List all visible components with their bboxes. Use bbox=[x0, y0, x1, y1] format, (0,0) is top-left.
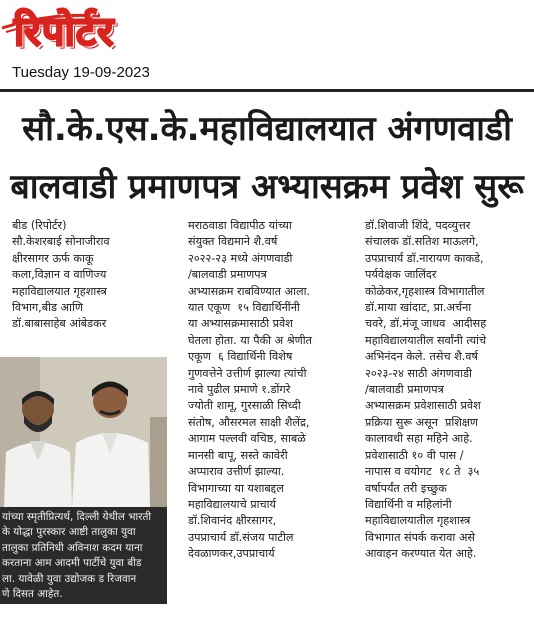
publication-date: Tuesday 19-09-2023 bbox=[12, 64, 150, 81]
text-line: बीड (रिपोर्टर) bbox=[12, 219, 67, 232]
text-line: णे दिसत आहेत. bbox=[2, 588, 63, 601]
text-line: ला. यावेळी युवा उद्योजक ड रिजवान bbox=[2, 572, 137, 585]
text-line: डॉ.माया खांदाट, प्रा.अर्चना bbox=[365, 301, 472, 315]
text-line: वर्षापर्यंत तरी इच्छुक bbox=[365, 481, 447, 495]
text-line: आगाम पल्लवी वचिष्ठ, साबळे bbox=[188, 432, 306, 446]
text-line: क्षीरसागर ऊर्फ काकू bbox=[12, 251, 94, 265]
masthead bbox=[0, 0, 534, 62]
text-line: संयुक्त विद्यमाने शै.वर्ष bbox=[188, 235, 278, 249]
text-line: प्रक्रिया सुरू असून प्रशिक्षण bbox=[365, 415, 479, 429]
article-column-1 bbox=[12, 218, 170, 333]
header-rule bbox=[0, 89, 534, 92]
text-line: आवाहन करण्यात येत आहे. bbox=[365, 547, 477, 561]
headline-line-1: सौ.के.एस.के.महाविद्यालयात अंगणवाडी bbox=[22, 109, 512, 149]
text-line: विभागाच्या या यशाबद्दल bbox=[188, 481, 284, 495]
text-line: विभागात संपर्क करावा असे bbox=[365, 530, 475, 544]
text-line: नावे पुढील प्रमाणे १.डोंगरे bbox=[188, 383, 291, 397]
newspaper-logo[interactable]: रिपोर्टर bbox=[14, 9, 115, 55]
text-line: डॉ.शिवाजी शिंदे, पदव्युत्तर bbox=[365, 219, 471, 232]
text-line: अभ्यासक्रम प्रवेशासाठी प्रवेश bbox=[365, 399, 481, 413]
text-line: डॉ.शिवानंद क्षीरसागर, bbox=[188, 514, 277, 528]
article-column-2 bbox=[188, 218, 356, 563]
text-line: अभिनंदन केले. तसेच शै.वर्ष bbox=[365, 350, 478, 364]
text-line: देवळाणकर,उपप्राचार्य bbox=[188, 547, 275, 561]
text-line: कला,विज्ञान व वाणिज्य bbox=[12, 268, 107, 282]
text-line: गुणवत्तेने उत्तीर्ण झाल्या त्यांची bbox=[188, 366, 307, 380]
text-line: या अभ्यासक्रमासाठी प्रवेश bbox=[188, 317, 293, 331]
text-line: उपप्राचार्य डॉ.संजय पाटील bbox=[188, 530, 294, 544]
photo-caption bbox=[0, 507, 167, 604]
photo-illustration bbox=[0, 357, 167, 507]
text-line: संतोष, औसरमल साक्षी शैलेंद्र, bbox=[188, 415, 310, 429]
text-line: महाविद्यालयाचे प्राचार्य bbox=[188, 497, 276, 511]
text-line: प्रवेशासाठी १० वी पास / bbox=[365, 448, 464, 462]
text-line: एकूण ६ विद्यार्थिनी विशेष bbox=[188, 350, 293, 364]
text-line: ज्योती शामू, गुरसाळी सिध्दी bbox=[188, 399, 301, 413]
text-line: विभाग,बीड आणि bbox=[12, 301, 83, 315]
text-line: सौ.केशरबाई सोनाजीराव bbox=[12, 235, 110, 249]
text-line: घेतला होता. या पैकी अ श्रेणीत bbox=[188, 333, 312, 347]
text-line: २०२३-२४ साठी अंगणवाडी bbox=[365, 366, 472, 380]
text-line: कालावधी सहा महिने आहे. bbox=[365, 432, 473, 446]
news-photo bbox=[0, 357, 167, 507]
article-column-3 bbox=[365, 218, 530, 563]
text-line: /बालवाडी प्रमाणपत्र bbox=[188, 268, 267, 282]
text-line: चवरे, डॉ.मंजू जाधव आदीसह bbox=[365, 317, 487, 331]
text-line: /बालवाडी प्रमाणपत्र bbox=[365, 383, 444, 397]
text-line: पर्यवेक्षक जालिंदर bbox=[365, 268, 437, 282]
text-line: यांच्या स्मृतीप्रित्यर्थ, दिल्ली येथील भारती bbox=[2, 511, 152, 523]
text-line: महाविद्यालयात गृहशास्त्र bbox=[12, 284, 107, 298]
text-line: यात एकूण १५ विद्यार्थिनींनी bbox=[188, 301, 300, 315]
headline-line-2: बालवाडी प्रमाणपत्र अभ्यासक्रम प्रवेश सुरू bbox=[10, 167, 524, 207]
text-line: डॉ.बाबासाहेब आंबेडकर bbox=[12, 317, 107, 331]
text-line: महाविद्यालयातील गृहशास्त्र bbox=[365, 514, 471, 528]
text-line: उपप्राचार्य डॉ.नारायण काकडे, bbox=[365, 251, 484, 265]
text-line: अभ्यासक्रम राबविण्यात आला. bbox=[188, 284, 311, 298]
text-line: के योद्धा पुरस्कार आष्टी तालुका युवा bbox=[2, 526, 136, 539]
text-line: महाविद्यालयातील सर्वांनी त्यांचे bbox=[365, 333, 487, 347]
text-line: संचालक डॉ.सतिश माऊलगे, bbox=[365, 235, 479, 249]
text-line: तालुका प्रतिनिधी अविनाश कदम याना bbox=[2, 541, 143, 554]
text-line: अप्पाराव उत्तीर्ण झाल्या. bbox=[188, 465, 285, 479]
text-line: कोळेकर,गृहशास्त्र विभागातील bbox=[365, 284, 485, 298]
text-line: २०२२-२३ मध्ये अंगणवाडी bbox=[188, 251, 293, 265]
text-line: मराठवाडा विद्यापीठ यांच्या bbox=[188, 219, 292, 232]
text-line: मानसी बापू, सस्ते कावेरी bbox=[188, 448, 288, 462]
text-line: करताना आम आदमी पार्टीचे युवा बीड bbox=[2, 557, 142, 570]
text-line: विद्यार्थिनी व महिलांनी bbox=[365, 497, 452, 511]
text-line: नापास व वयोगट १८ ते ३५ bbox=[365, 465, 480, 479]
